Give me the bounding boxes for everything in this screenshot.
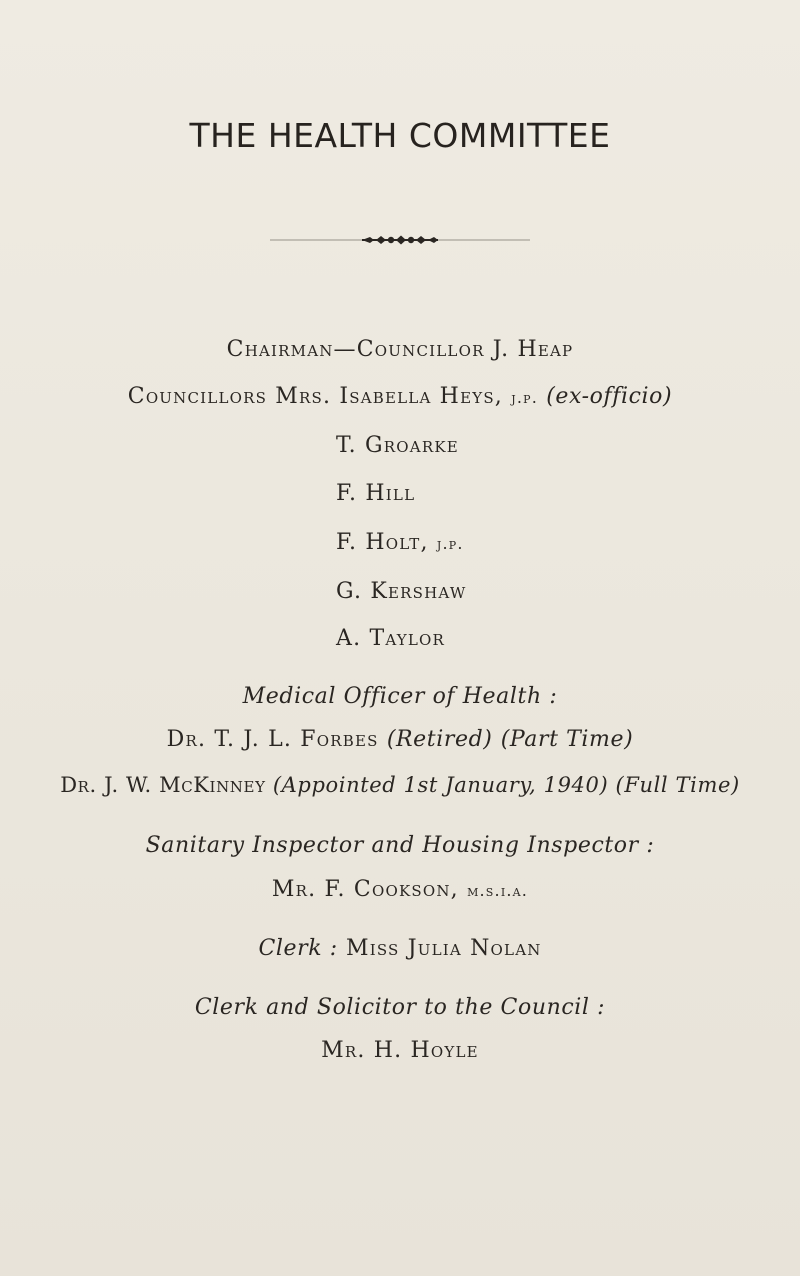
page-title: THE HEALTH COMMITTEE [189,116,611,155]
councillors-line [0,384,800,409]
clerk-solicitor-heading: Clerk and Solicitor to the Council : [194,995,606,1020]
decorative-rule-ornament [270,232,530,248]
councillor-first-name: Mrs. Isabella Heys, [275,384,503,409]
medical-officer-heading: Medical Officer of Health : [242,684,558,709]
clerk-line: Clerk : Miss Julia Nolan [258,936,542,961]
councillor-member: A. Taylor [336,626,446,651]
councillors-prefix: Councillors [127,384,268,409]
councillor-member: T. Groarke [336,433,459,458]
sanitary-inspector-name: Mr. F. Cookson, m.s.i.a. [271,877,529,902]
councillor-member: G. Kershaw [336,579,467,604]
councillor-member: F. Holt, j.p. [336,530,464,555]
councillor-first-note: (ex-officio) [546,384,673,409]
medical-officer-forbes: Dr. T. J. L. Forbes (Retired) (Part Time) [166,727,634,752]
councillor-first-jp: j.p. [511,388,538,407]
medical-officer-mckinney: Dr. J. W. McKinney (Appointed 1st January, 1940) (Full Time) [60,773,740,797]
chairman-line: Chairman—Councillor J. Heap [226,337,574,362]
sanitary-inspector-heading: Sanitary Inspector and Housing Inspector : [145,833,655,858]
clerk-solicitor-name: Mr. H. Hoyle [321,1038,479,1063]
councillor-member: F. Hill [336,481,416,506]
